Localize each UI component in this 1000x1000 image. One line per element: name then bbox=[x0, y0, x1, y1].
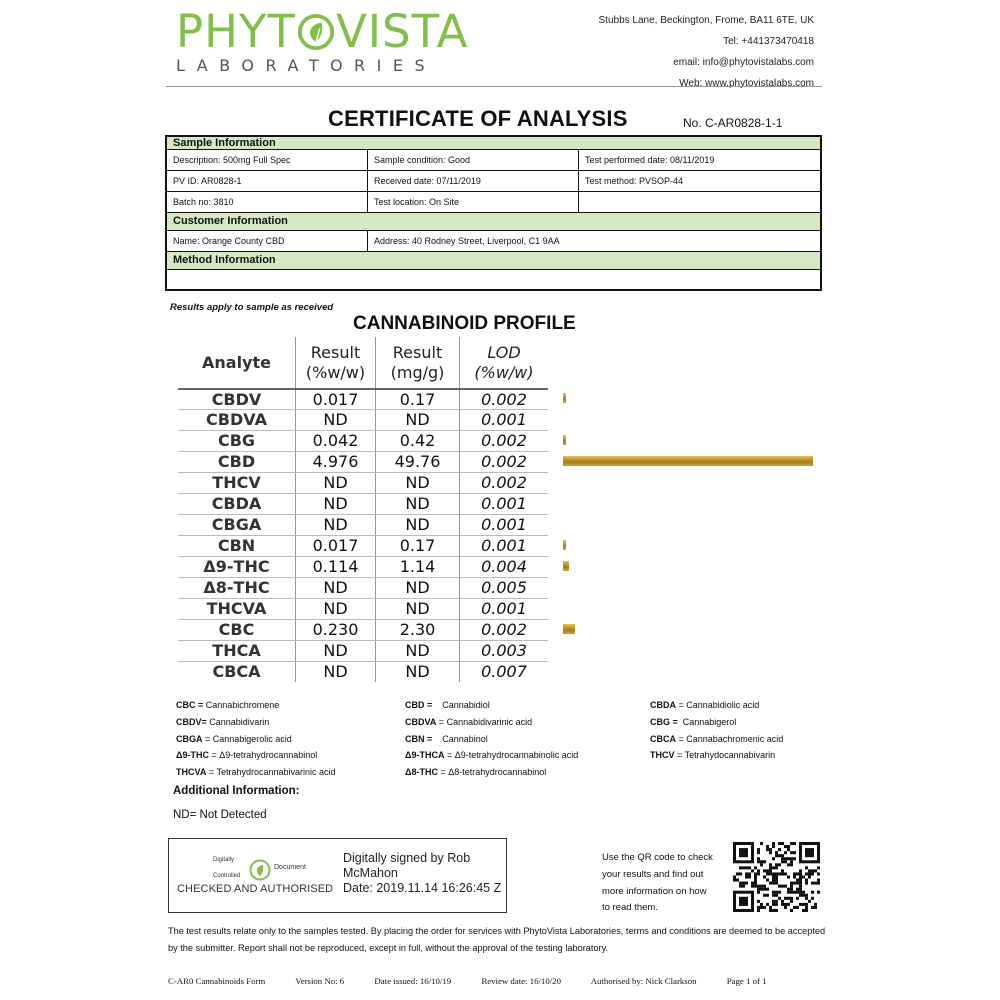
header-divider bbox=[166, 86, 822, 87]
legend-definition: Cannabichromene bbox=[203, 700, 280, 710]
method-info-body bbox=[167, 270, 820, 289]
legend-definition: = Cannabidivarinic acid bbox=[436, 716, 533, 727]
legend-abbr: CBDA bbox=[650, 700, 676, 710]
bar-row bbox=[563, 451, 823, 472]
legend-abbr: CBN = bbox=[405, 733, 433, 744]
analyte-cell: CBDA bbox=[178, 494, 296, 514]
analyte-cell: CBN bbox=[178, 536, 296, 556]
bar-row bbox=[563, 661, 823, 682]
legend-definition: Cannabidiol bbox=[432, 700, 490, 710]
result-mg-cell: ND bbox=[376, 494, 460, 514]
lod-cell: 0.002 bbox=[481, 431, 527, 450]
lod-cell: 0.001 bbox=[481, 515, 527, 534]
legend-abbr: CBD = bbox=[405, 700, 433, 710]
qr-instructions: Use the QR code to check your results and find out more information on how to read them. bbox=[602, 852, 713, 914]
analyte-cell: CBGA bbox=[178, 515, 296, 535]
disclaimer-text: The test results relate only to the samples tested. By placing the order for services with PhytoVista Laboratories, terms and conditions are deemed to be accepted by the submitter. Report shall not be reproduced, except in full, without the approval of the testing laboratory. bbox=[168, 926, 826, 953]
bar-row bbox=[563, 409, 823, 430]
table-body bbox=[178, 388, 548, 682]
table-row bbox=[178, 409, 548, 430]
checked-authorised-label: CHECKED AND AUTHORISED bbox=[177, 883, 334, 895]
table-row bbox=[178, 640, 548, 661]
result-bar bbox=[563, 393, 566, 403]
result-mg-cell: ND bbox=[376, 473, 460, 493]
document-footer bbox=[168, 976, 767, 986]
result-mg-cell: 2.30 bbox=[376, 620, 460, 640]
table-row bbox=[178, 472, 548, 493]
result-mg-cell: ND bbox=[376, 410, 460, 430]
legend-definition: = Δ9-tetrahydrocannabinol bbox=[208, 750, 318, 761]
bar-row bbox=[563, 472, 823, 493]
lod-cell: 0.001 bbox=[481, 536, 527, 555]
result-mg-cell: 0.17 bbox=[376, 390, 460, 409]
table-row bbox=[178, 451, 548, 472]
result-mg-cell: ND bbox=[376, 641, 460, 661]
legend-definition: = Δ8-tetrahydrocannabinol bbox=[437, 767, 547, 778]
batch-cell: Batch no: 3810 bbox=[167, 192, 368, 212]
footer-authorised: Authorised by: Nick Clarkson bbox=[590, 976, 697, 986]
result-bar bbox=[563, 540, 566, 550]
legend-definition: = Cannabachromenic acid bbox=[676, 733, 784, 744]
phytovista-logo bbox=[176, 6, 476, 75]
logo-subtitle: LABORATORIES bbox=[176, 56, 437, 75]
test-location-cell: Test location: On Site bbox=[368, 192, 579, 212]
analyte-cell: CBDVA bbox=[178, 410, 296, 430]
legend-column-2 bbox=[405, 697, 578, 781]
result-pct-cell: 0.114 bbox=[296, 557, 376, 577]
page-title: CERTIFICATE OF ANALYSIS bbox=[328, 106, 628, 131]
lod-cell: 0.004 bbox=[481, 557, 527, 576]
legend-entry bbox=[176, 764, 336, 781]
result-pct-cell: 0.017 bbox=[296, 390, 376, 409]
certificate-number: No. C-AR0828-1-1 bbox=[683, 116, 783, 130]
legend-entry bbox=[405, 697, 578, 714]
footer-version: Version No: 6 bbox=[295, 976, 345, 986]
legend-definition: = Tetrahydrocannabivarinic acid bbox=[206, 767, 336, 778]
legend-abbr: CBC = bbox=[176, 700, 204, 710]
legend-abbr: Δ8-THC bbox=[405, 767, 438, 778]
additional-info-heading: Additional Information: bbox=[173, 785, 300, 797]
legend-entry bbox=[650, 697, 783, 714]
bar-row bbox=[563, 556, 823, 577]
analyte-cell: CBG bbox=[178, 431, 296, 451]
lod-cell: 0.001 bbox=[481, 494, 527, 513]
legend-abbr: CBDV= bbox=[176, 716, 207, 727]
logo-text-left: PHYT bbox=[176, 5, 296, 58]
legend-entry bbox=[405, 714, 578, 731]
legend-abbr: CBDVA bbox=[405, 716, 437, 727]
legend-definition: = Tetrahydocannabivarin bbox=[674, 750, 776, 761]
result-pct-cell: 4.976 bbox=[296, 452, 376, 472]
empty-cell bbox=[579, 192, 820, 212]
lod-cell: 0.005 bbox=[481, 578, 527, 597]
legend-definition: = Cannabigerolic acid bbox=[202, 733, 292, 744]
col-header-result-mg: Result (mg/g) bbox=[376, 337, 460, 388]
footer-review: Review date: 16/10/20 bbox=[481, 976, 561, 986]
pv-id-cell: PV ID: AR0828-1 bbox=[167, 171, 368, 191]
result-pct-cell: ND bbox=[296, 662, 376, 682]
sample-info-table bbox=[165, 135, 822, 291]
result-pct-cell: ND bbox=[296, 515, 376, 535]
legend-abbr: CBG = bbox=[650, 716, 678, 727]
info-row bbox=[167, 150, 820, 171]
result-bar bbox=[563, 561, 569, 571]
table-header bbox=[178, 337, 548, 388]
result-mg-cell: ND bbox=[376, 578, 460, 598]
lab-phone: Tel: +441373470418 bbox=[723, 36, 814, 47]
qr-code-icon[interactable] bbox=[733, 842, 820, 912]
test-method-cell: Test method: PVSOP-44 bbox=[585, 176, 684, 186]
bar-row bbox=[563, 388, 823, 409]
digital-signature-text: Digitally signed by Rob McMahon Date: 2019.11.14 16:26:45 Z bbox=[343, 851, 502, 895]
lod-cell: 0.007 bbox=[481, 662, 527, 681]
col-header-lod: LOD (%w/w) bbox=[474, 342, 534, 382]
analyte-cell: THCA bbox=[178, 641, 296, 661]
legend-abbr: Δ9-THC bbox=[176, 750, 209, 761]
analyte-cell: CBCA bbox=[178, 662, 296, 682]
legend-abbr: CBCA bbox=[650, 733, 676, 744]
result-bar bbox=[563, 456, 813, 466]
result-bar bbox=[563, 435, 566, 445]
legend-entry bbox=[650, 731, 783, 748]
legend-entry bbox=[176, 714, 336, 731]
result-mg-cell: 1.14 bbox=[376, 557, 460, 577]
table-row bbox=[178, 388, 548, 409]
result-pct-cell: ND bbox=[296, 641, 376, 661]
bar-row bbox=[563, 577, 823, 598]
sample-info-heading: Sample Information bbox=[167, 137, 820, 150]
sample-condition-cell: Sample condition: Good bbox=[368, 150, 579, 170]
bar-row bbox=[563, 619, 823, 640]
result-pct-cell: ND bbox=[296, 494, 376, 514]
legend-definition: Cannabidivarin bbox=[206, 716, 270, 727]
signature-box[interactable] bbox=[168, 838, 507, 913]
col-header-analyte: Analyte bbox=[178, 337, 296, 388]
seal-document-text: Document bbox=[274, 864, 306, 871]
result-mg-cell: 49.76 bbox=[376, 452, 460, 472]
table-row bbox=[178, 493, 548, 514]
lod-cell: 0.003 bbox=[481, 641, 527, 660]
table-row bbox=[178, 661, 548, 682]
legend-entry bbox=[650, 714, 783, 731]
lod-cell: 0.001 bbox=[481, 599, 527, 618]
results-note: Results apply to sample as received bbox=[170, 302, 334, 313]
table-row bbox=[178, 535, 548, 556]
table-row bbox=[178, 598, 548, 619]
description-cell: Description: 500mg Full Spec bbox=[167, 150, 368, 170]
bar-row bbox=[563, 598, 823, 619]
lod-cell: 0.002 bbox=[481, 473, 527, 492]
bar-row bbox=[563, 640, 823, 661]
legend-definition: = Δ9-tetrahydrocannabinolic acid bbox=[444, 750, 579, 761]
legend-abbr: CBGA bbox=[176, 733, 203, 744]
analyte-cell: THCVA bbox=[178, 599, 296, 619]
legend-definition: = Cannabidiolic acid bbox=[676, 700, 760, 710]
contact-block bbox=[599, 10, 814, 94]
lab-email[interactable]: email: info@phytovistalabs.com bbox=[673, 57, 814, 68]
legend-abbr: Δ9-THCA bbox=[405, 750, 445, 761]
lod-cell: 0.002 bbox=[481, 452, 527, 471]
lab-website[interactable]: Web: www.phytovistalabs.com bbox=[679, 78, 814, 89]
table-row bbox=[178, 430, 548, 451]
legend-abbr: THCVA bbox=[176, 767, 207, 778]
leaf-logo-icon bbox=[297, 13, 335, 51]
lod-cell: 0.002 bbox=[481, 390, 527, 409]
result-pct-cell: ND bbox=[296, 410, 376, 430]
col-header-result-pct: Result (%w/w) bbox=[296, 337, 376, 388]
leaf-seal-icon bbox=[249, 859, 271, 881]
legend-entry bbox=[176, 697, 336, 714]
lab-address: Stubbs Lane, Beckington, Frome, BA11 6TE, UK bbox=[598, 15, 814, 26]
info-row bbox=[167, 192, 820, 213]
legend-column-1 bbox=[176, 697, 336, 781]
table-row bbox=[178, 556, 548, 577]
table-row bbox=[178, 577, 548, 598]
result-mg-cell: ND bbox=[376, 662, 460, 682]
seal-controlled-text: Controlled bbox=[213, 873, 241, 879]
analyte-cell: CBDV bbox=[178, 390, 296, 409]
cannabinoid-table bbox=[178, 337, 548, 682]
customer-info-heading: Customer Information bbox=[167, 213, 820, 231]
info-row bbox=[167, 231, 820, 252]
analyte-cell: Δ8-THC bbox=[178, 578, 296, 598]
bar-row bbox=[563, 493, 823, 514]
result-pct-cell: ND bbox=[296, 599, 376, 619]
legend-entry bbox=[176, 747, 336, 764]
legend-definition: Cannabinol bbox=[432, 733, 488, 744]
result-mg-cell: ND bbox=[376, 515, 460, 535]
legend-entry bbox=[405, 764, 578, 781]
lod-cell: 0.001 bbox=[481, 410, 527, 429]
result-pct-cell: 0.017 bbox=[296, 536, 376, 556]
result-mg-cell: 0.42 bbox=[376, 431, 460, 451]
logo-text-right: VISTA bbox=[335, 5, 469, 58]
footer-issued: Date issued: 16/10/19 bbox=[374, 976, 452, 986]
legend-entry bbox=[405, 747, 578, 764]
legend-definition: Cannabigerol bbox=[677, 716, 737, 727]
result-pct-cell: 0.230 bbox=[296, 620, 376, 640]
result-mg-cell: ND bbox=[376, 599, 460, 619]
footer-form: C-AR0 Cannabinoids Form bbox=[168, 976, 266, 986]
analyte-cell: CBC bbox=[178, 620, 296, 640]
legend-column-3 bbox=[650, 697, 783, 764]
result-pct-cell: ND bbox=[296, 578, 376, 598]
logo-wordmark bbox=[176, 6, 476, 58]
table-row bbox=[178, 619, 548, 640]
lod-cell: 0.002 bbox=[481, 620, 527, 639]
result-pct-cell: 0.042 bbox=[296, 431, 376, 451]
result-mg-cell: 0.17 bbox=[376, 536, 460, 556]
legend-abbr: THCV bbox=[650, 750, 675, 761]
analyte-cell: Δ9-THC bbox=[178, 557, 296, 577]
seal-digitally-text: Digitally bbox=[213, 857, 235, 863]
customer-name-cell: Name: Orange County CBD bbox=[167, 231, 368, 251]
result-bar bbox=[563, 624, 575, 634]
bar-row bbox=[563, 430, 823, 451]
bar-row bbox=[563, 535, 823, 556]
profile-title: CANNABINOID PROFILE bbox=[353, 313, 576, 334]
test-date-cell: Test performed date: 08/11/2019 bbox=[585, 155, 715, 165]
legend-entry bbox=[405, 731, 578, 748]
analyte-cell: CBD bbox=[178, 452, 296, 472]
table-row bbox=[178, 514, 548, 535]
customer-address-cell: Address: 40 Rodney Street, Liverpool, C1 9AA bbox=[374, 236, 560, 246]
legend-entry bbox=[650, 747, 783, 764]
analyte-cell: THCV bbox=[178, 473, 296, 493]
result-pct-cell: ND bbox=[296, 473, 376, 493]
info-row bbox=[167, 171, 820, 192]
received-date-cell: Received date: 07/11/2019 bbox=[368, 171, 579, 191]
nd-note: ND= Not Detected bbox=[173, 809, 267, 821]
method-info-heading: Method Information bbox=[167, 252, 820, 270]
footer-page: Page 1 of 1 bbox=[726, 976, 767, 986]
legend-entry bbox=[176, 731, 336, 748]
bar-row bbox=[563, 514, 823, 535]
